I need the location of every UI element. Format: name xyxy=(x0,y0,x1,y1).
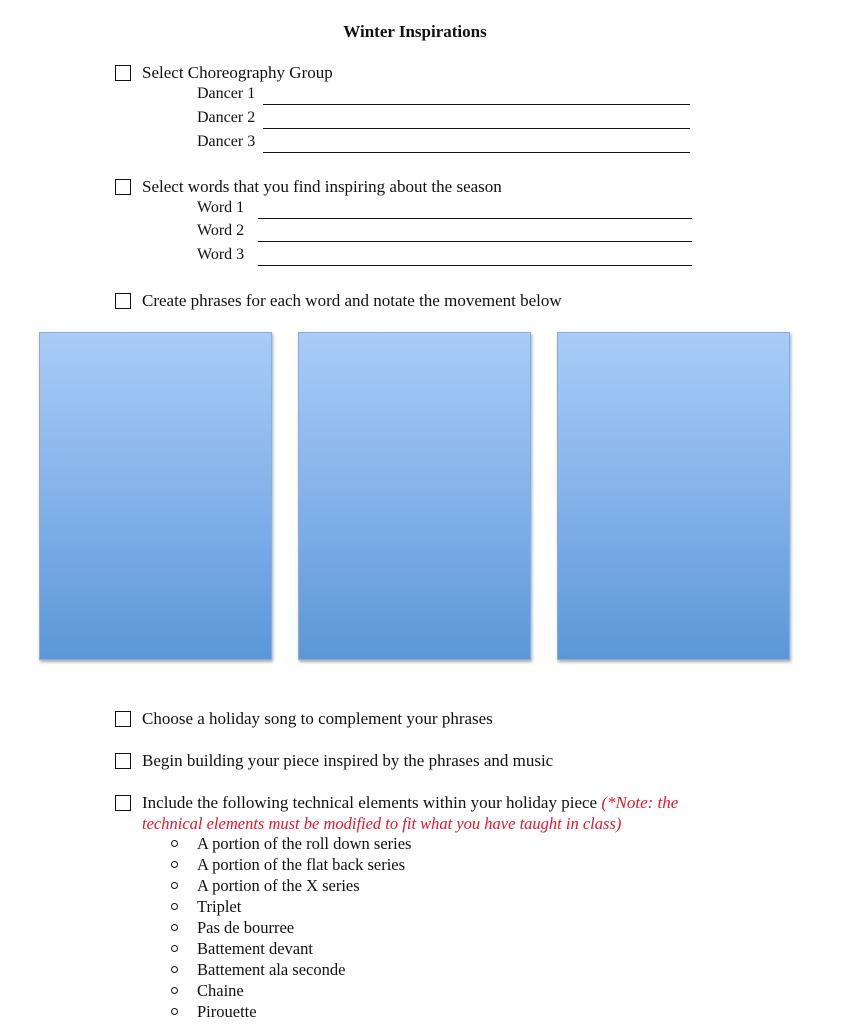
note-line-1: (*Note: the xyxy=(601,793,679,812)
word-2-line[interactable] xyxy=(258,241,692,242)
bullet-icon xyxy=(171,966,178,973)
task-create-phrases: Create phrases for each word and notate the movement below xyxy=(142,291,562,310)
page-title: Winter Inspirations xyxy=(343,22,487,41)
task-technical-elements xyxy=(142,793,678,813)
note-line-2: technical elements must be modified to fit what you have taught in class) xyxy=(142,814,622,833)
dancer-3-line[interactable] xyxy=(263,152,690,153)
dancer-2-line[interactable] xyxy=(263,128,690,129)
technical-element-item: A portion of the flat back series xyxy=(197,855,406,874)
notation-box-2[interactable] xyxy=(298,332,531,660)
checkbox-inspiring-words[interactable] xyxy=(115,179,131,195)
technical-element-item: A portion of the roll down series xyxy=(197,834,412,853)
technical-element-item: Battement devant xyxy=(197,939,313,958)
technical-element-item: Pirouette xyxy=(197,1002,257,1021)
dancer-2-label: Dancer 2 xyxy=(197,109,256,126)
checkbox-choreography-group[interactable] xyxy=(115,65,131,81)
task-choreography-group: Select Choreography Group xyxy=(142,63,333,82)
checkbox-technical-elements[interactable] xyxy=(115,795,131,811)
bullet-icon xyxy=(171,882,178,889)
task-build-piece: Begin building your piece inspired by the phrases and music xyxy=(142,751,554,770)
checkbox-holiday-song[interactable] xyxy=(115,711,131,727)
checkbox-create-phrases[interactable] xyxy=(115,293,131,309)
technical-element-item: Battement ala seconde xyxy=(197,960,346,979)
dancer-3-label: Dancer 3 xyxy=(197,133,256,150)
bullet-icon xyxy=(171,840,178,847)
bullet-icon xyxy=(171,924,178,931)
bullet-icon xyxy=(171,1008,178,1015)
technical-element-item: A portion of the X series xyxy=(197,876,360,895)
word-3-label: Word 3 xyxy=(197,246,245,263)
word-2-label: Word 2 xyxy=(197,222,245,239)
notation-box-3[interactable] xyxy=(557,332,790,660)
checkbox-build-piece[interactable] xyxy=(115,753,131,769)
task-holiday-song: Choose a holiday song to complement your phrases xyxy=(142,709,493,728)
notation-box-1[interactable] xyxy=(39,332,272,660)
dancer-1-label: Dancer 1 xyxy=(197,85,256,102)
bullet-icon xyxy=(171,987,178,994)
bullet-icon xyxy=(171,945,178,952)
technical-element-item: Chaine xyxy=(197,981,244,1000)
word-1-line[interactable] xyxy=(258,218,692,219)
task-technical-elements-text: Include the following technical elements within your holiday piece xyxy=(142,793,598,812)
technical-element-item: Triplet xyxy=(197,897,242,916)
technical-element-item: Pas de bourree xyxy=(197,918,295,937)
bullet-icon xyxy=(171,861,178,868)
word-1-label: Word 1 xyxy=(197,199,245,216)
task-inspiring-words: Select words that you find inspiring about the season xyxy=(142,177,502,196)
dancer-1-line[interactable] xyxy=(263,104,690,105)
bullet-icon xyxy=(171,903,178,910)
word-3-line[interactable] xyxy=(258,265,692,266)
